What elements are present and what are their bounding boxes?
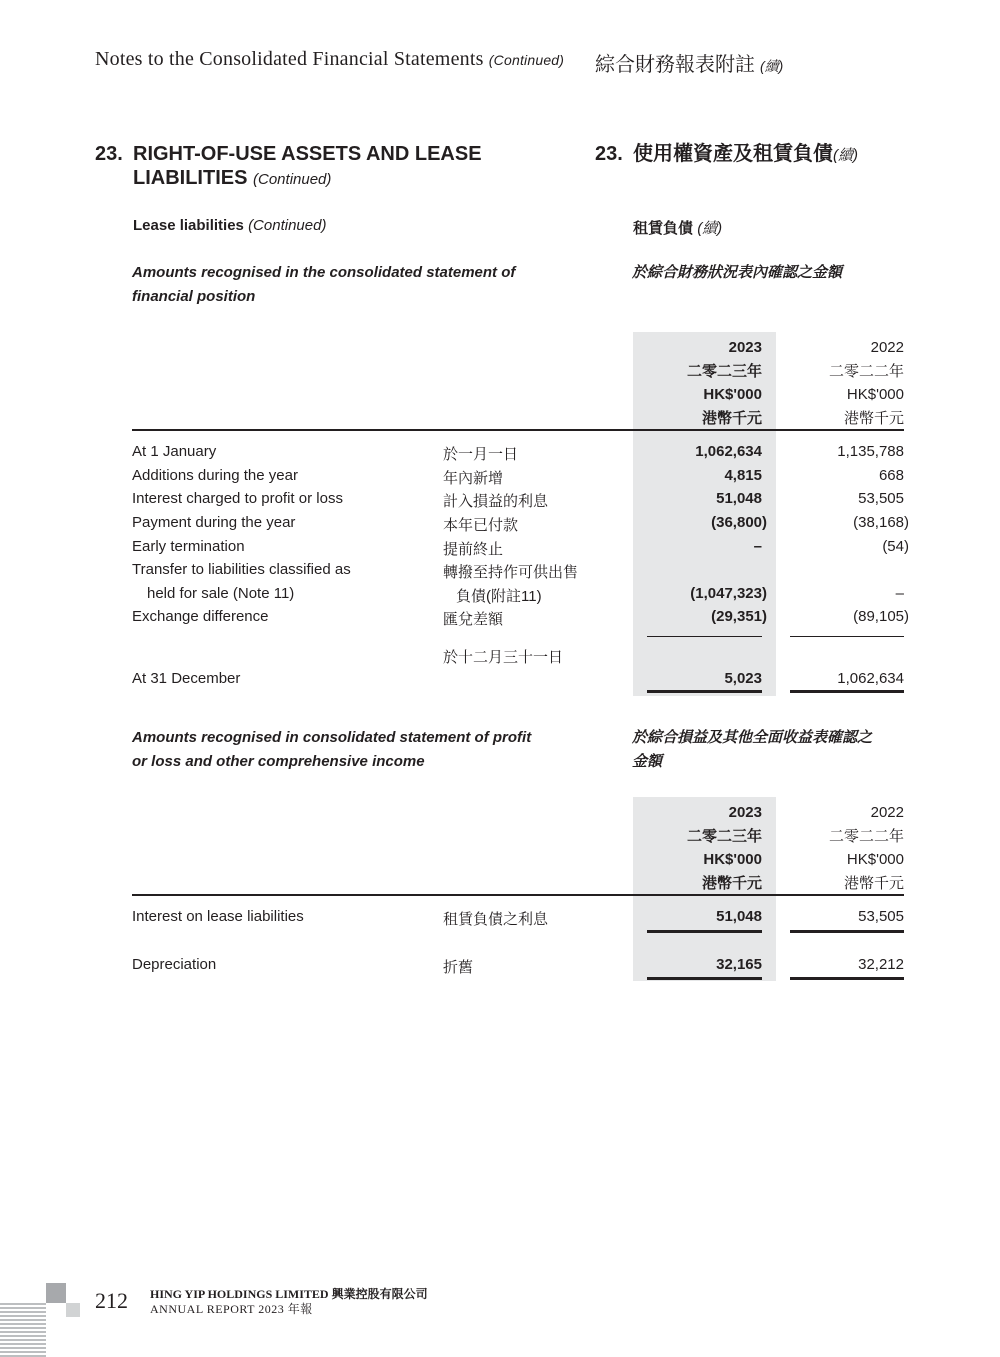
table2-heading-zh-line2: 金額 <box>632 753 663 770</box>
section-title-en <box>133 142 482 192</box>
table2-col-prior-year-zh: 二零二二年 <box>828 827 904 845</box>
table2-col-prior-unit: HK$'000 <box>846 851 904 868</box>
footer-stripes <box>0 1303 46 1357</box>
table1-col-current-unit: HK$'000 <box>703 386 762 403</box>
table1-row-current-value: 4,815 <box>724 467 762 484</box>
table2-col-current-year-zh: 二零二三年 <box>686 827 762 845</box>
table1-row-label-en: At 1 January <box>132 443 217 460</box>
table1-heading-zh: 於綜合財務狀況表內確認之金額 <box>632 264 843 281</box>
table2-heading-en-line2: or loss and other comprehensive income <box>132 753 425 770</box>
table2-col-prior-year: 2022 <box>870 804 904 821</box>
table1-total-label-en: At 31 December <box>132 670 241 687</box>
table1-subtotal-rule-prior <box>790 636 904 637</box>
table1-row-current-value: (29,351) <box>711 608 767 625</box>
table1-row-prior-value: (54) <box>882 538 909 555</box>
table1-row-label-zh: 匯兌差額 <box>443 611 504 628</box>
table1-row-prior-value: – <box>895 585 904 602</box>
table2-heading-en <box>132 726 531 774</box>
table2-col-current-unit: HK$'000 <box>703 851 762 868</box>
subsection-title-en-text: Lease liabilities <box>133 217 244 234</box>
table1-subtotal-rule-current <box>647 636 762 637</box>
table1-row-label-zh: 年內新增 <box>443 470 504 487</box>
table1-row-label-zh: 提前終止 <box>443 541 504 558</box>
table1-col-current-unit-zh: 港幣千元 <box>701 409 762 427</box>
subsection-title-en <box>133 217 326 234</box>
table1-total-current-value: 5,023 <box>724 670 762 687</box>
section-title-zh <box>633 142 858 168</box>
page-header-en <box>95 48 564 71</box>
table1-col-current-year: 2023 <box>728 339 762 356</box>
table1-row-label-zh: 負債(附註11) <box>456 588 542 605</box>
page-header-continued-en: (Continued) <box>488 52 565 68</box>
table1-heading-en-line1: Amounts recognised in the consolidated statement of <box>132 264 516 281</box>
table2-row-rule-prior <box>790 977 904 980</box>
table1-row-label-en: Payment during the year <box>132 514 296 531</box>
table2-heading-zh <box>632 726 872 774</box>
table2-row-current-value: 32,165 <box>716 956 762 973</box>
table2-row-rule-prior <box>790 930 904 933</box>
section-title-en-line2: LIABILITIES <box>133 167 248 189</box>
table1-row-label-en: Exchange difference <box>132 608 269 625</box>
table1-heading-en-line2: financial position <box>132 288 256 305</box>
table1-total-rule-current <box>647 690 762 693</box>
table1-row-label-zh: 本年已付款 <box>443 517 519 534</box>
table2-col-current-header <box>640 801 762 895</box>
table1-row-prior-value: 1,135,788 <box>837 443 904 460</box>
table1-row-label-en: Early termination <box>132 538 245 555</box>
footer-company: HING YIP HOLDINGS LIMITED 興業控股有限公司 <box>150 1287 428 1301</box>
table1-row-label-zh: 轉撥至持作可供出售 <box>443 564 579 581</box>
table2-heading-zh-line1: 於綜合損益及其他全面收益表確認之 <box>632 729 873 746</box>
page-header-continued-zh: (續) <box>760 58 784 74</box>
section-number-en: 23. <box>95 143 123 165</box>
table1-row-prior-value: (89,105) <box>853 608 909 625</box>
table2-header-rule <box>132 894 904 896</box>
table1-total-label-zh: 於十二月三十一日 <box>443 649 564 666</box>
table2-row-prior-value: 32,212 <box>858 956 904 973</box>
page-number: 212 <box>95 1288 128 1313</box>
table1-row-label-zh: 於一月一日 <box>443 446 519 463</box>
section-title-en-line1: RIGHT-OF-USE ASSETS AND LEASE <box>133 143 482 165</box>
table2-row-label-zh: 折舊 <box>443 959 474 976</box>
table1-row-current-value: – <box>753 538 762 555</box>
table2-row-rule-current <box>647 977 762 980</box>
table1-row-label-zh: 計入損益的利息 <box>443 493 549 510</box>
footer-square-light <box>66 1303 80 1317</box>
table1-row-label-en: held for sale (Note 11) <box>147 585 295 602</box>
table2-col-prior-unit-zh: 港幣千元 <box>843 874 904 892</box>
table1-row-prior-value: 53,505 <box>858 490 904 507</box>
table1-row-label-en: Additions during the year <box>132 467 298 484</box>
footer-report: ANNUAL REPORT 2023 年報 <box>150 1302 313 1316</box>
subsection-title-zh <box>633 217 722 238</box>
table1-row-current-value: (36,800) <box>711 514 767 531</box>
table1-col-current-year-zh: 二零二三年 <box>686 362 762 380</box>
table1-row-current-value: (1,047,323) <box>690 585 767 602</box>
section-continued-en: (Continued) <box>253 171 332 188</box>
table1-col-prior-header <box>780 336 904 430</box>
subsection-continued-zh: (續) <box>697 220 723 237</box>
table2-row-rule-current <box>647 930 762 933</box>
subsection-title-zh-text: 租賃負債 <box>633 220 694 237</box>
table1-col-prior-year: 2022 <box>870 339 904 356</box>
table1-row-prior-value: 668 <box>878 467 904 484</box>
table1-col-prior-year-zh: 二零二二年 <box>828 362 904 380</box>
table1-row-label-en: Interest charged to profit or loss <box>132 490 343 507</box>
table1-header-rule <box>132 429 904 431</box>
table2-col-prior-header <box>780 801 904 895</box>
table1-row-prior-value: (38,168) <box>853 514 909 531</box>
section-continued-zh: (續) <box>833 147 858 164</box>
subsection-continued-en: (Continued) <box>248 217 327 234</box>
table2-col-current-unit-zh: 港幣千元 <box>701 874 762 892</box>
footer-square-dark <box>46 1283 66 1303</box>
section-number-zh: 23. <box>595 143 623 165</box>
table1-row-label-en: Transfer to liabilities classified as <box>132 561 351 578</box>
table1-total-prior-value: 1,062,634 <box>837 670 904 687</box>
page-header-title-en: Notes to the Consolidated Financial Statements <box>95 48 484 70</box>
table2-row-prior-value: 53,505 <box>858 908 904 925</box>
table1-col-prior-unit-zh: 港幣千元 <box>843 409 904 427</box>
table2-row-current-value: 51,048 <box>716 908 762 925</box>
table1-row-current-value: 1,062,634 <box>695 443 762 460</box>
table1-col-current-header <box>640 336 762 430</box>
table1-row-current-value: 51,048 <box>716 490 762 507</box>
page-header-zh <box>595 48 783 77</box>
table1-col-prior-unit: HK$'000 <box>846 386 904 403</box>
page-header-title-zh: 綜合財務報表附註 <box>595 54 755 76</box>
table2-row-label-en: Depreciation <box>132 956 217 973</box>
table1-total-rule-prior <box>790 690 904 693</box>
table1-heading-en <box>132 261 515 309</box>
table2-heading-en-line1: Amounts recognised in consolidated statement of profit <box>132 729 532 746</box>
section-title-zh-text: 使用權資產及租賃負債 <box>633 143 833 165</box>
table2-row-label-en: Interest on lease liabilities <box>132 908 304 925</box>
table2-row-label-zh: 租賃負債之利息 <box>443 911 549 928</box>
table2-col-current-year: 2023 <box>728 804 762 821</box>
